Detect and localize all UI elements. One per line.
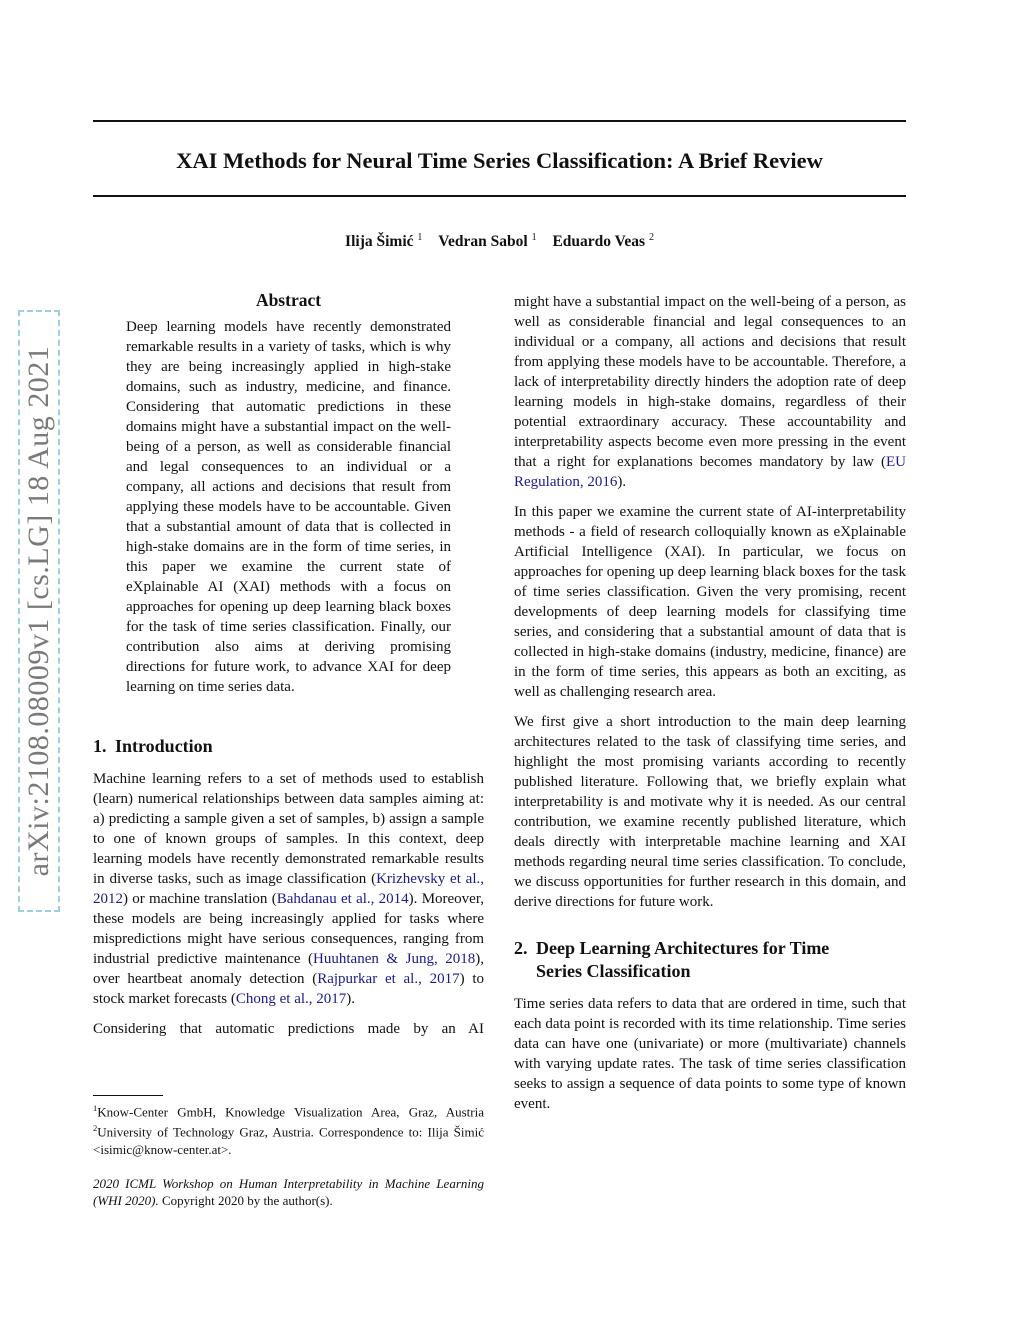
intro-paragraph: We first give a short introduction to the main deep learning architectures related to the task of classifying time series, and highlight the most promising variants according to recently published literature. Following that, we briefly explain what interpretability is and motivate why it is needed. As our central contribution, we examine recently published literature, which deals directly with interpretable machine learning and XAI methods regarding neural time series classification. To conclude, we discuss opportunities for further research in this domain, and derive directions for future work. [514, 714, 906, 910]
workshop-note: 2020 ICML Workshop on Human Interpretability in Machine Learning (WHI 2020). Copyright 2020 by the author(s). [93, 1175, 484, 1208]
intro-paragraph: In this paper we examine the current state of AI-interpretability methods - a field of research colloquially known as eXplainable Artificial Intelligence (XAI). In particular, we focus on approaches for opening up deep learning black boxes for the task of time series classification. Given the very promising, recent developments of deep learning models for classifying time series, and considering that a substantial amount of data that is collected in high-stake domains (industry, medicine, finance) are in the form of time series, this appears as both an exciting, as well as challenging research area. [514, 504, 906, 700]
paper-title: XAI Methods for Neural Time Series Classification: A Brief Review [176, 148, 823, 173]
title-rule-bottom [93, 195, 906, 197]
intro-paragraph: Machine learning refers to a set of methods used to establish (learn) numerical relationships between data samples aiming at: a) predicting a sample given a set of samples, b) assign a sample to one of known groups of samples. In this context, deep learning models have recently demonstrated remarkable results in diverse tasks, such as image classification (Krizhevsky et al., 2012) or machine translation (Bahdanau et al., 2014). Moreover, these models are being increasingly applied for tasks where mispredictions might have serious consequences, ranging from industrial predictive maintenance (Huuhtanen & Jung, 2018), over heartbeat anomaly detection (Rajpurkar et al., 2017) to stock market forecasts (Chong et al., 2017). [93, 771, 484, 1007]
footnote-rule [93, 1095, 163, 1096]
affiliation-footnote: $^1$Know-Center GmbH, Knowledge Visualization Area, Graz, Austria $^2$University of Technology Graz, Austria. Correspondence to: Ilija Šimić <isimic@know-center.at>. [93, 1103, 484, 1157]
section-paragraph: Time series data refers to data that are ordered in time, such that each data point is recorded with its time relationship. Time series data can have one (univariate) or more (multivariate) channels with varying update rates. The task of time series classification seeks to assign a sequence of data points to some type of known event. [514, 996, 906, 1112]
abstract-text: Deep learning models have recently demonstrated remarkable results in a variety of tasks, which is why they are being increasingly applied in high-stake domains, such as industry, medicine, and finance. Considering that automatic predictions in these domains might have a substantial impact on the well-being of a person, as well as considerable financial and legal consequences to an individual or a company, all actions and decisions that result from applying these models have to be accountable. Given that a substantial amount of data that is collected in high-stake domains are in the form of time series, in this paper we examine the current state of eXplainable AI (XAI) methods with a focus on approaches for opening up deep learning black boxes for the task of time series classification. Finally, our contribution also aims at deriving promising directions for future work, to advance XAI for deep learning on time series data. [126, 319, 451, 695]
intro-paragraph-continued: might have a substantial impact on the well-being of a person, as well as considerable financial and legal consequences to an individual or a company, all actions and decisions that result from applying these models have to be accountable. Therefore, a lack of interpretability directly hinders the adoption rate of deep learning models in high-stake domains, regardless of their potential extraordinary accuracy. These accountability and interpretability aspects become even more pressing in the event that a right for explanations becomes mandatory by law (EU Regulation, 2016). [514, 294, 906, 490]
section-heading-architectures: 2. Deep Learning Architectures for Time Series Classification [514, 938, 830, 981]
citation-link[interactable]: EU Regulation, 2016 [514, 454, 906, 490]
abstract-heading: Abstract [255, 290, 322, 310]
arxiv-stamp-text: arXiv:2108.08009v1 [cs.LG] 18 Aug 2021 [22, 345, 55, 877]
title-rule-top [93, 120, 906, 122]
left-column [93, 290, 484, 1039]
citation-link[interactable]: Krizhevsky et al., 2012 [93, 871, 484, 907]
footnote-area [93, 1095, 484, 1209]
citation-link[interactable]: Chong et al., 2017 [235, 991, 347, 1007]
citation-link[interactable]: Rajpurkar et al., 2017 [317, 971, 460, 987]
author: Vedran Sabol $^1$ [438, 232, 537, 251]
author: Ilija Šimić $^1$ [345, 232, 423, 251]
section-heading-introduction: 1. Introduction [93, 736, 213, 756]
citation-link[interactable]: Bahdanau et al., 2014 [276, 891, 409, 907]
author: Eduardo Veas $^2$ [552, 232, 654, 251]
intro-paragraph-2-start: Considering that automatic predictions made by an AI [93, 1021, 484, 1037]
citation-link[interactable]: Huuhtanen & Jung, 2018 [313, 951, 476, 967]
right-column [514, 292, 906, 1114]
author-list [93, 232, 906, 251]
arxiv-stamp[interactable] [18, 310, 60, 912]
